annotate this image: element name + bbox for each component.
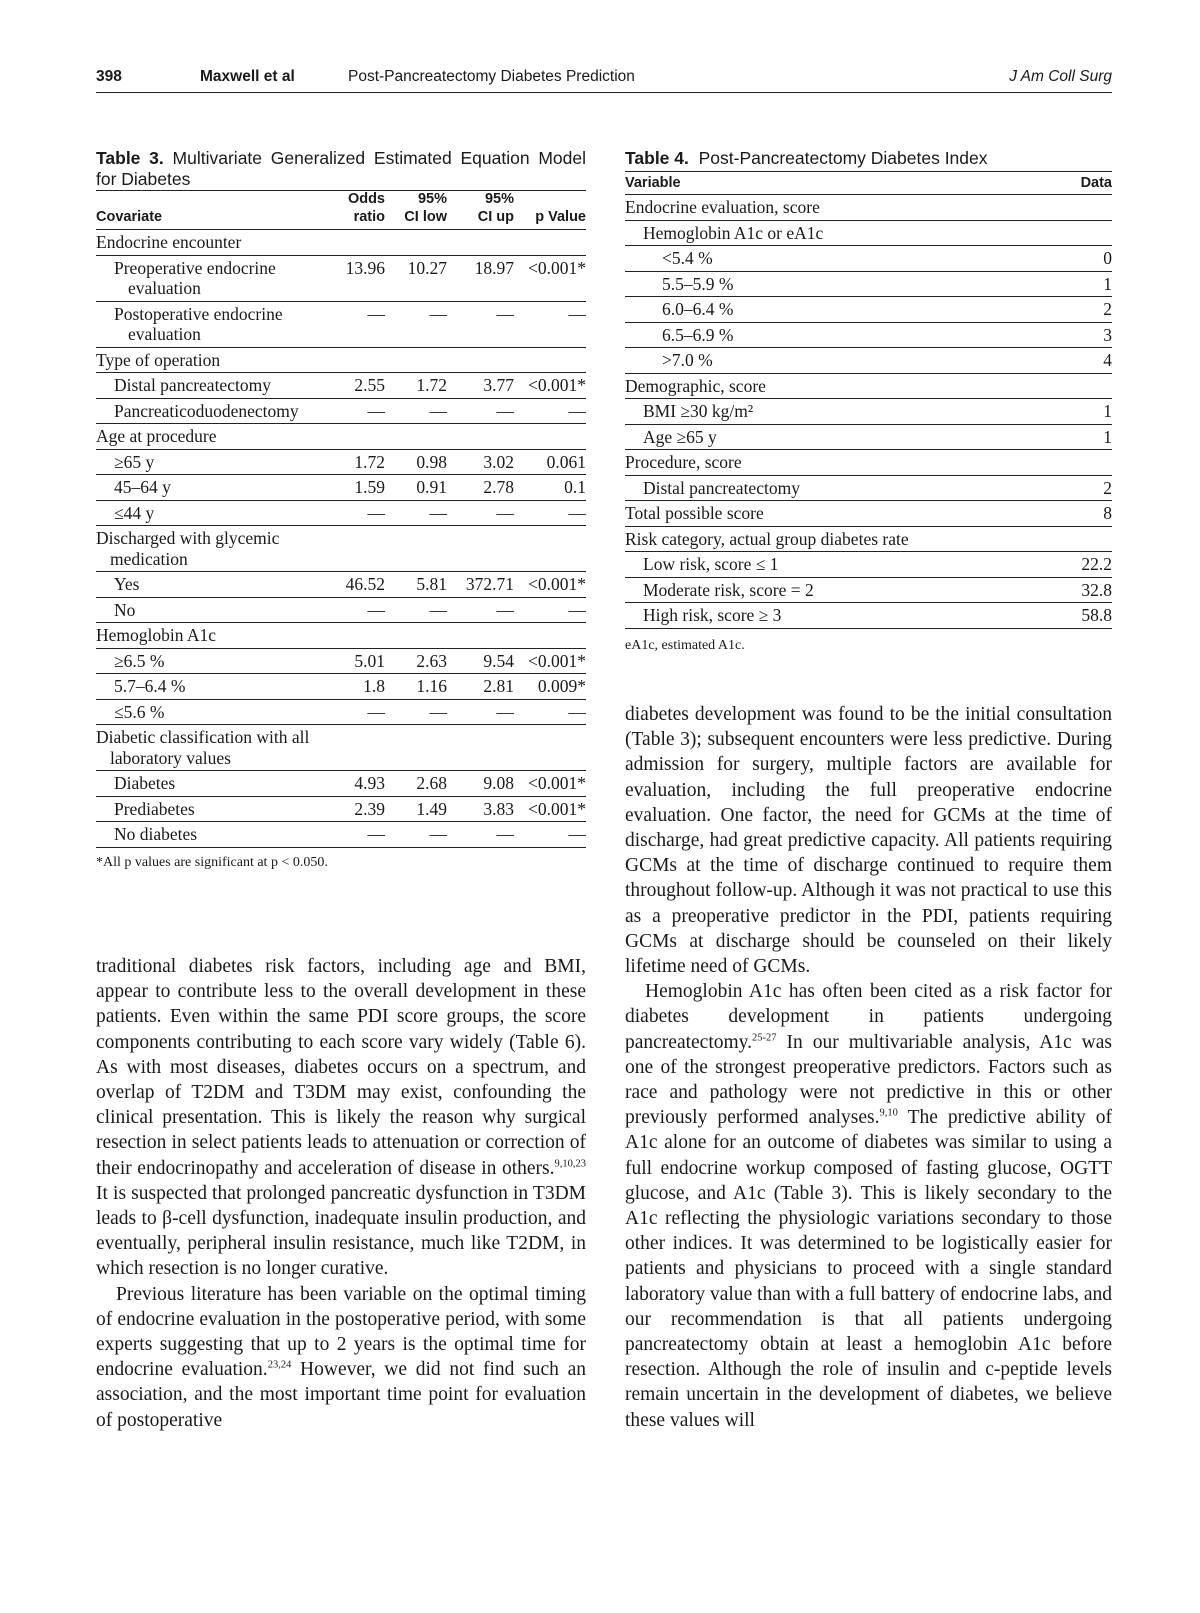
col-header-ci-up: 95% CI up [477,191,514,225]
cell-ci-low: 0.91 [416,477,447,497]
table-3-group-row [96,623,586,649]
running-title: Post-Pancreatectomy Diabetes Prediction [348,68,635,85]
cell-ci-up: 9.08 [483,773,514,793]
row-label: Yes [114,574,140,594]
table-row [625,450,1112,476]
row-label: Prediabetes [114,798,195,819]
group-title: Age at procedure [96,426,217,446]
cell-odds-ratio: 1.8 [363,676,385,696]
table-row [96,699,586,725]
cell-ci-up: 2.81 [483,676,514,696]
table-row [96,572,586,598]
cell-p-value: 0.061 [546,451,586,472]
group-title: Type of operation [96,349,221,370]
cell-ci-up: — [496,502,514,523]
row-label: Endocrine evaluation, score [625,197,820,217]
row-value: 2 [1103,477,1112,498]
table-row [625,552,1112,578]
cell-ci-up: 3.83 [483,798,514,819]
cell-ci-low: 1.49 [416,798,447,819]
table-row [625,195,1112,221]
running-header [96,68,1112,93]
row-label: Demographic, score [625,375,766,396]
table-4 [625,148,1112,655]
table-3 [96,148,586,872]
cell-ci-low: — [429,303,447,324]
cell-p-value: <0.001* [528,257,586,278]
table-row [625,322,1112,348]
table-row [625,424,1112,450]
row-value: 8 [1103,503,1112,523]
row-label: 6.0–6.4 % [662,299,734,319]
cell-ci-up: — [496,824,514,844]
table-3-group-row [96,526,586,572]
cell-p-value: <0.001* [528,650,586,671]
table-4-caption [625,148,1112,169]
table-3-title: Multivariate Generalized Estimated Equation Model for Diabetes [96,148,586,189]
col-header-p-value: p Value [535,208,586,225]
row-value: 2 [1103,299,1112,319]
cell-p-value: — [568,303,586,324]
table-row [625,348,1112,374]
cell-odds-ratio: 1.72 [354,451,385,472]
cell-odds-ratio: 1.59 [354,477,385,497]
table-row [96,398,586,424]
cell-ci-low: 2.63 [416,650,447,671]
cell-ci-up: 372.71 [465,574,514,594]
cell-odds-ratio: — [367,824,385,844]
cell-odds-ratio: 2.39 [354,798,385,819]
row-value: 32.8 [1081,579,1112,600]
table-row [96,475,586,501]
row-label: Preoperative endocrine evaluation [114,257,276,298]
citation: 25-27 [752,1032,777,1044]
table-row [96,301,586,347]
row-label: >7.0 % [662,350,713,370]
table-row [96,648,586,674]
table-4-footnote: eA1c, estimated A1c. [625,637,745,653]
col-header-data: Data [1080,175,1112,191]
row-label: Distal pancreatectomy [643,477,800,498]
table-row [96,822,586,848]
citation: 9,10,23 [554,1158,586,1170]
cell-ci-low: — [429,400,447,421]
table-row [625,475,1112,501]
cell-odds-ratio: 46.52 [345,574,385,594]
table-row [625,603,1112,629]
cell-ci-up: — [496,303,514,324]
row-value [1063,195,1112,221]
table-row [625,526,1112,552]
table-row [625,220,1112,246]
cell-odds-ratio: 2.55 [354,375,385,395]
paragraph: traditional diabetes risk factors, including age and BMI, appear to contribute less to the overall development in these patients. Even within the same PDI score groups, the score components contributing to each score vary widely (Table 6). As with most diseases, diabetes occurs on a spectrum, and overlap of T2DM and T3DM may exist, confounding the clinical presentation. This is likely the reason why surgical resection in select patients leads to attenuation or correction of their endocrinopathy and acceleration of disease in others.$^{9,10,23}$ It is suspected that prolonged pancreatic dysfunction in T3DM leads to β-cell dysfunction, inadequate insulin production, and eventually, peripheral insulin resistance, much like T2DM, in which resection is no longer curative. [96,956,586,1280]
group-title: Diabetic classification with all laboratory values [96,727,310,768]
col-header-covariate: Covariate [96,208,163,225]
table-row [96,500,586,526]
row-label: Procedure, score [625,452,742,472]
table-row [625,297,1112,323]
cell-ci-up: 3.77 [483,375,514,395]
table-4-grid [625,171,1112,629]
table-row [96,255,586,301]
row-label: Risk category, actual group diabetes rate [625,528,909,549]
cell-p-value: — [568,502,586,523]
table-row [625,399,1112,425]
cell-ci-up: 18.97 [474,257,514,278]
cell-ci-up: 3.02 [483,451,514,472]
col-header-variable: Variable [625,175,681,191]
cell-ci-up: 2.78 [483,477,514,497]
table-row [96,796,586,822]
row-label: No diabetes [114,824,198,844]
table-row [96,674,586,700]
table-3-group-row [96,230,586,256]
citation: 23,24 [267,1359,292,1371]
paragraph: Previous literature has been variable on the optimal timing of endocrine evaluation in the postoperative period, with some experts suggesting that up to 2 years is the optimal time for endocrine evaluation.$^{23,24}$ However, we did not find such an association, and the most important time point for evaluation of postoperative [96,1283,586,1431]
row-label: 5.5–5.9 % [662,273,734,294]
row-label: <5.4 % [662,248,713,268]
row-value [1063,450,1112,476]
cell-odds-ratio: 13.96 [345,257,385,278]
table-row [96,771,586,797]
table-row [625,271,1112,297]
row-value: 4 [1103,350,1112,370]
table-row [625,373,1112,399]
table-3-group-row [96,347,586,373]
cell-ci-low: — [429,502,447,523]
cell-odds-ratio: — [367,400,385,421]
col-header-odds-ratio: Odds ratio [347,191,385,225]
cell-ci-up: 9.54 [483,650,514,671]
cell-p-value: <0.001* [528,574,586,594]
cell-ci-up: — [496,400,514,421]
body-text-right-column [625,702,1112,1433]
body-text-left-column [96,954,586,1433]
citation: 9,10 [879,1107,898,1119]
cell-ci-low: 10.27 [407,257,447,278]
table-3-caption [96,148,586,190]
row-label: ≥65 y [114,451,155,472]
group-title: Hemoglobin A1c [96,625,217,645]
cell-odds-ratio: — [367,701,385,722]
row-label: Pancreaticoduodenectomy [114,400,299,421]
table-row [625,577,1112,603]
cell-ci-low: — [429,701,447,722]
cell-p-value: <0.001* [528,773,586,793]
row-value: 1 [1103,401,1112,421]
table-3-group-row [96,725,586,771]
table-3-group-row [96,424,586,450]
row-label: Moderate risk, score = 2 [643,579,814,600]
table-4-label: Table 4. [625,148,689,168]
table-3-grid [96,190,586,848]
row-label: 45–64 y [114,477,171,497]
table-3-label: Table 3. [96,148,164,168]
row-label: Total possible score [625,503,764,523]
table-3-footnote: *All p values are significant at p < 0.050. [96,854,328,870]
row-value: 58.8 [1081,605,1112,625]
table-row [96,597,586,623]
cell-p-value: — [568,599,586,620]
cell-p-value: <0.001* [528,798,586,819]
row-label: High risk, score ≥ 3 [643,605,782,625]
row-label: Low risk, score ≤ 1 [643,554,779,574]
cell-ci-low: — [429,824,447,844]
table-4-title: Post-Pancreatectomy Diabetes Index [698,148,988,168]
cell-ci-low: 0.98 [416,451,447,472]
cell-odds-ratio: — [367,502,385,523]
row-value: 22.2 [1081,554,1112,574]
row-value: 0 [1103,248,1112,268]
cell-ci-low: 1.72 [416,375,447,395]
row-label: No [114,599,136,620]
row-label: 5.7–6.4 % [114,676,186,696]
row-label: ≤5.6 % [114,701,165,722]
row-label: ≥6.5 % [114,650,165,671]
cell-ci-low: — [429,599,447,620]
cell-p-value: <0.001* [528,375,586,395]
cell-odds-ratio: — [367,599,385,620]
cell-ci-low: 2.68 [416,773,447,793]
cell-ci-low: 5.81 [416,574,447,594]
row-label: Distal pancreatectomy [114,375,271,395]
row-value [1063,373,1112,399]
row-value: 1 [1103,273,1112,294]
paragraph: diabetes development was found to be the initial consultation (Table 3); subsequent encounters were less predictive. During admission for surgery, multiple factors are available for evaluation, including the full preoperative endocrine evaluation. One factor, the need for GCMs at the time of discharge, had great predictive capacity. All patients requiring GCMs at the time of discharge continued to require them throughout follow-up. Although it was not practical to use this as a preoperative predictor in the PDI, patients requiring GCMs at discharge should be counseled on their likely lifetime need of GCMs. [625,704,1112,978]
running-authors: Maxwell et al [200,68,295,85]
table-row [96,373,586,399]
cell-p-value: — [568,701,586,722]
table-row [625,501,1112,527]
row-label: ≤44 y [114,502,155,523]
row-label: Postoperative endocrine evaluation [114,303,283,344]
table-row [625,246,1112,272]
paragraph: Hemoglobin A1c has often been cited as a risk factor for diabetes development in patients undergoing pancreatectomy.$^{25-27}$ In our multivariable analysis, A1c was one of the strongest preoperative predictors. Factors such as race and pathology were not predictive in this or other previously performed analyses.$^{9,10}$ The predictive ability of A1c alone for an outcome of diabetes was similar to using a full endocrine workup composed of fasting glucose, OGTT glucose, and A1c (Table 3). This is likely secondary to the A1c reflecting the physiologic variations secondary to those other indices. It was determined to be logistically easier for patients and physicians to proceed with a single standard laboratory value than with a full battery of endocrine labs, and our recommendation is that all patients undergoing pancreatectomy obtain at least a hemoglobin A1c before resection. Although the role of insulin and c-peptide levels remain uncertain in the development of diabetes, we believe these values will [625,981,1113,1431]
cell-p-value: 0.009* [537,676,586,696]
group-title: Endocrine encounter [96,232,242,252]
row-label: BMI ≥30 kg/m² [643,401,754,421]
row-label: Hemoglobin A1c or eA1c [643,222,824,243]
cell-p-value: 0.1 [564,477,586,497]
col-header-ci-low: 95% CI low [404,191,447,225]
cell-ci-up: — [496,701,514,722]
table-row [96,449,586,475]
row-value: 3 [1103,324,1112,345]
row-value [1063,220,1112,246]
row-value: 1 [1103,426,1112,447]
cell-odds-ratio: 4.93 [354,773,385,793]
row-label: Age ≥65 y [643,426,717,447]
cell-p-value: — [568,824,586,844]
page-number: 398 [96,68,122,85]
row-value [1063,526,1112,552]
cell-ci-up: — [496,599,514,620]
cell-p-value: — [568,400,586,421]
cell-odds-ratio: 5.01 [354,650,385,671]
cell-odds-ratio: — [367,303,385,324]
row-label: 6.5–6.9 % [662,324,734,345]
cell-ci-low: 1.16 [416,676,447,696]
group-title: Discharged with glycemic medication [96,528,280,569]
row-label: Diabetes [114,773,176,793]
journal-name: J Am Coll Surg [1009,68,1112,85]
